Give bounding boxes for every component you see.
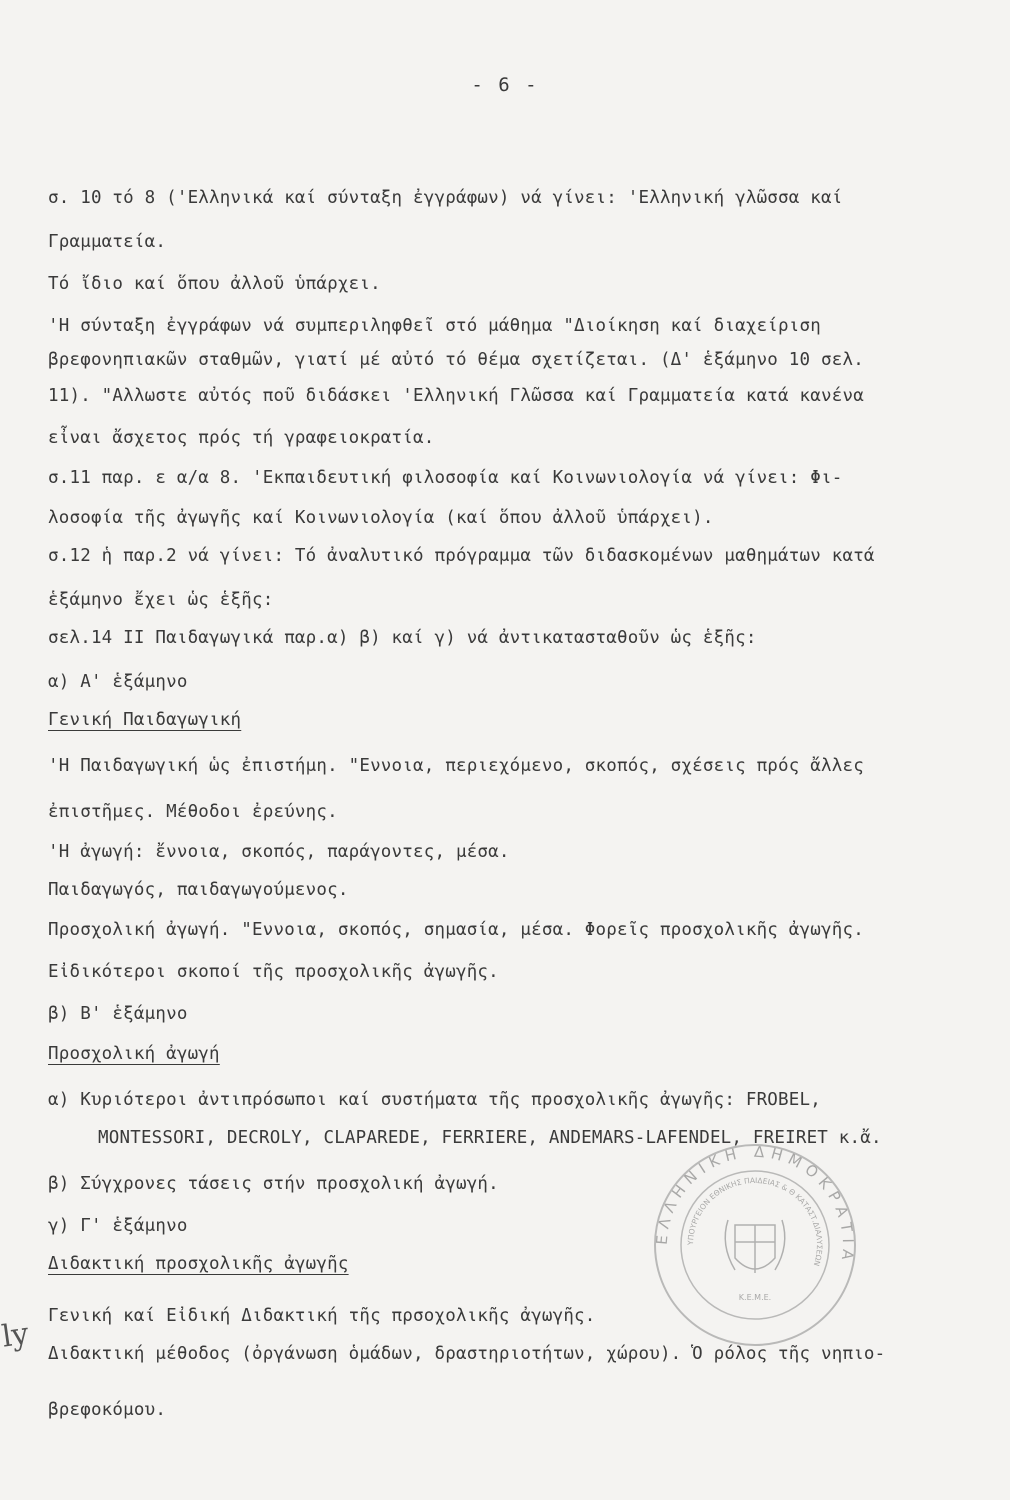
text-line: εἶναι ἄσχετος πρός τή γραφειοκρατία. xyxy=(48,428,435,448)
text-line: Προσχολική ἀγωγή. "Εννοια, σκοπός, σημασία, μέσα. Φορεῖς προσχολικῆς ἀγωγῆς. xyxy=(48,920,864,940)
stamp-outer-text: ΕΛΛΗΝΙΚΗ ΔΗΜΟΚΡΑΤΙΑ xyxy=(652,1142,858,1267)
text-line: 'Η ἀγωγή: ἔννοια, σκοπός, παράγοντες, μέσα. xyxy=(48,842,510,862)
text-line: Γενική καί Εἰδική Διδακτική τῆς πρσοχολικῆς ἀγωγῆς. xyxy=(48,1306,596,1326)
subject-heading: Γενική Παιδαγωγική xyxy=(48,710,242,730)
text-line: β) Σύγχρονες τάσεις στήν προσχολική ἀγωγή. xyxy=(48,1174,499,1194)
text-line: βρεφοκόμου. xyxy=(48,1400,167,1420)
text-line: 11). "Αλλωστε αὐτός ποῦ διδάσκει 'Ελληνική Γλῶσσα καί Γραμματεία κατά κανένα xyxy=(48,386,864,406)
section-heading: γ) Γ' ἑξάμηνο xyxy=(48,1216,188,1236)
text-line: Παιδαγωγός, παιδαγωγούμενος. xyxy=(48,880,349,900)
text-line: Εἰδικότεροι σκοποί τῆς προσχολικῆς ἀγωγῆς. xyxy=(48,962,499,982)
margin-initials: ly xyxy=(0,1316,31,1355)
subject-heading: Διδακτική προσχολικῆς ἀγωγῆς xyxy=(48,1254,349,1274)
text-line: Τό ἴδιο καί ὅπου ἀλλοῦ ὑπάρχει. xyxy=(48,274,381,294)
text-line: λοσοφία τῆς ἀγωγῆς καί Κοινωνιολογία (καί ὅπου ἀλλοῦ ὑπάρχει). xyxy=(48,508,714,528)
text-line: MONTESSORI, DECROLY, CLAPAREDE, FERRIERE, ANDEMARS-LAFENDEL, FREIRET κ.ἄ. xyxy=(98,1128,882,1148)
text-line: 'Η σύνταξη ἐγγράφων νά συμπεριληφθεῖ στό μάθημα "Διοίκηση καί διαχείριση xyxy=(48,316,821,336)
text-line: Διδακτική μέθοδος (ὀργάνωση ὁμάδων, δραστηριοτήτων, χώρου). Ὁ ρόλος τῆς νηπιο- xyxy=(48,1344,886,1364)
text-line: σ. 10 τό 8 ('Ελληνικά καί σύνταξη ἐγγράφων) νά γίνει: 'Ελληνική γλῶσσα καί xyxy=(48,188,843,208)
official-stamp xyxy=(650,1140,860,1350)
section-heading: α) Α' ἑξάμηνο xyxy=(48,672,188,692)
text-line: ἐπιστῆμες. Μέθοδοι ἐρεύνης. xyxy=(48,802,338,822)
text-line: σ.12 ἡ παρ.2 νά γίνει: Τό ἀναλυτικό πρόγραμμα τῶν διδασκομένων μαθημάτων κατά xyxy=(48,546,875,566)
text-line: ἑξάμηνο ἔχει ὡς ἑξῆς: xyxy=(48,590,274,610)
section-heading: β) Β' ἑξάμηνο xyxy=(48,1004,188,1024)
text-line: βρεφονηπιακῶν σταθμῶν, γιατί μέ αὐτό τό θέμα σχετίζεται. (Δ' ἑξάμηνο 10 σελ. xyxy=(48,350,864,370)
coat-of-arms-icon xyxy=(725,1220,785,1273)
text-line: 'Η Παιδαγωγική ὡς ἐπιστήμη. "Εννοια, περιεχόμενο, σκοπός, σχέσεις πρός ἄλλες xyxy=(48,756,864,776)
page-number: - 6 - xyxy=(471,74,539,96)
text-line: σ.11 παρ. ε α/α 8. 'Εκπαιδευτική φιλοσοφία καί Κοινωνιολογία νά γίνει: Φι- xyxy=(48,468,843,488)
subject-heading: Προσχολική ἀγωγή xyxy=(48,1044,220,1064)
stamp-bottom-text: Κ.Ε.Μ.Ε. xyxy=(738,1293,772,1302)
text-line: σελ.14 ΙΙ Παιδαγωγικά παρ.α) β) καί γ) νά ἀντικατασταθοῦν ὡς ἑξῆς: xyxy=(48,628,757,648)
text-line: α) Κυριότεροι ἀντιπρόσωποι καί συστήματα τῆς προσχολικῆς ἀγωγῆς: FROBEL, xyxy=(48,1090,821,1110)
text-line: Γραμματεία. xyxy=(48,232,167,252)
stamp-inner-text: ΥΠΟΥΡΓΕΙΟΝ ΕΘΝΙΚΗΣ ΠΑΙΔΕΙΑΣ & Θ ΚΑΤΑΣΤ.ΔΙΑΛΥΣΕΩΝ xyxy=(685,1175,825,1268)
